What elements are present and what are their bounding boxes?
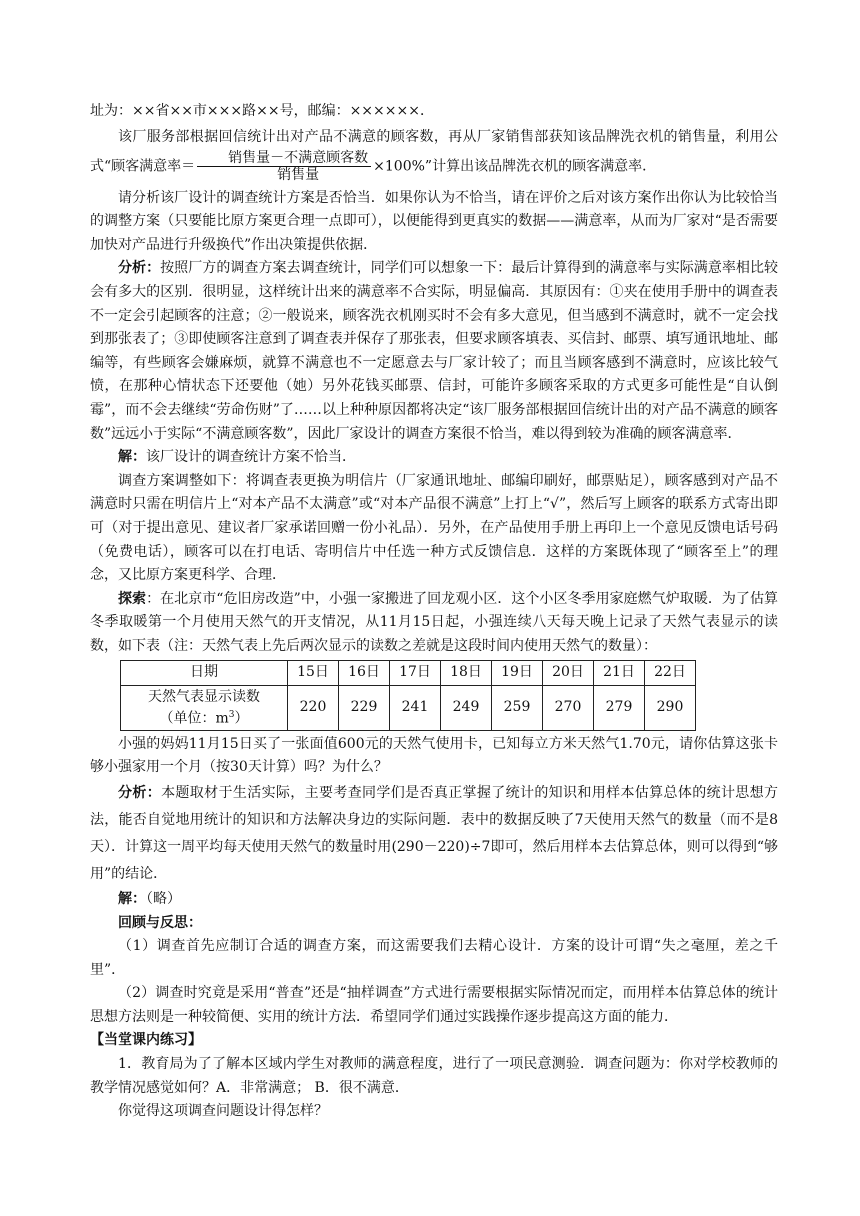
solution-text-2: （略）	[146, 890, 181, 907]
reading-header-line1: 天然气表显示读数	[148, 689, 260, 706]
reading-header-close: ）	[234, 710, 249, 727]
analysis-text-2a: 本题取材于生活实际，主要考查同学们是否真正掌握了统计的知识和用样本估算总体的统计思想方法，能否自觉地用统计的知识和方法解决身边的实际问题．表中的数据反映了7天使用天然气的数量（而不是8天）．计算这一周平均每天使用天然气的数量时用	[90, 784, 779, 855]
table-cell-date: 17日	[390, 661, 441, 686]
practice-heading: 【当堂课内练习】	[90, 1032, 202, 1049]
solution-paragraph-1	[90, 446, 778, 470]
analysis-text-2b: 即可，然后用样本去估算总体，则可以得到“够用”的结论．	[90, 838, 779, 882]
explore-text: ：在北京市“危旧房改造”中，小强一家搬进了回龙观小区．这个小区冬季用家庭燃气炉取暖．为了估算冬季取暖第一个月使用天然气的开支情况，从11月15日起，小强连续八天每天晚上记录了天然气表显示的读数，如下表（注：天然气表上先后两次显示的读数之差就是这段时间内使用天然气的数量）：	[90, 590, 779, 654]
analysis-paragraph-1	[90, 257, 778, 446]
solution-label-1: 解：	[118, 449, 146, 466]
review-item-2: （2）调查时究竟是采用“普查”还是“抽样调查”方式进行需要根据实际情况而定，而用样本估算总体的统计思想方法则是一种较简便、实用的统计方法．希望同学们通过实践操作逐步提高这方面的能力．	[90, 985, 778, 1025]
table-cell-date: 15日	[288, 661, 339, 686]
table-cell-reading: 241	[390, 686, 441, 731]
satisfaction-formula-fraction	[197, 150, 371, 183]
formula-numerator: 销售量－不满意顾客数	[197, 150, 371, 167]
analysis-formula-2: (290－220)÷7	[391, 838, 491, 855]
solution-text-1: 该厂设计的调查统计方案不恰当．	[146, 449, 356, 466]
table-header-reading	[121, 686, 288, 731]
reading-header-sup: 3	[228, 710, 235, 721]
table-cell-date: 16日	[339, 661, 390, 686]
table-row-readings	[121, 686, 696, 731]
question-paragraph: 请分析该厂设计的调查统计方案是否恰当．如果你认为不恰当，请在评价之后对该方案作出你认为比较恰当的调整方案（只要能比原方案更合理一点即可），以便能得到更真实的数据——满意率，从而为厂家对“是否需要加快对产品进行升级换代”作出决策提供依据．	[90, 189, 778, 253]
formula-denominator: 销售量	[277, 166, 320, 183]
address-line: 址为：××省××市×××路××号，邮编：××××××．	[90, 103, 434, 119]
practice-item-1: 1．教育局为了了解本区域内学生对教师的满意程度，进行了一项民意测验．调查问题为：你对学校教师的教学情况感觉如何？A．非常满意； B．很不满意．	[90, 1056, 778, 1096]
formula-equals: ＝	[181, 158, 196, 175]
solution-paragraph-2	[90, 888, 778, 912]
analysis-paragraph-2	[90, 780, 778, 888]
formula-paragraph	[90, 124, 778, 183]
table-cell-reading: 259	[492, 686, 543, 731]
analysis-label-2: 分析：	[118, 784, 162, 801]
document-page	[90, 100, 778, 1124]
table-cell-date: 20日	[543, 661, 594, 686]
table-cell-date: 19日	[492, 661, 543, 686]
reading-header-unit: （单位：m	[159, 710, 229, 727]
table-cell-date: 18日	[441, 661, 492, 686]
formula-intro: 该厂服务部根据回信统计出对产品不满意的顾客数，再从厂家销售部获知该品牌洗衣机的销售量，利用公式“顾客满意率	[90, 128, 778, 175]
table-cell-date: 21日	[594, 661, 645, 686]
explore-paragraph	[90, 588, 778, 659]
solution-label-2: 解：	[118, 890, 146, 907]
review-heading: 回顾与反思：	[118, 914, 202, 931]
table-header-date: 日期	[121, 661, 288, 686]
table-cell-reading: 220	[288, 686, 339, 731]
review-item-1: （1）调查首先应制订合适的调查方案，而这需要我们去精心设计．方案的设计可谓“失之毫厘，差之千里”．	[90, 938, 778, 978]
gas-card-question: 小强的妈妈11月15日买了一张面值600元的天然气使用卡，已知每立方米天然气1.70元，请你估算这张卡够小强家用一个月（按30天计算）吗？为什么？	[90, 735, 778, 776]
adjustment-paragraph: 调查方案调整如下：将调查表更换为明信片（厂家通讯地址、邮编印刷好，邮票贴足），顾客感到对产品不满意时只需在明信片上“对本产品不太满意”或“对本产品很不满意”上打上“√”，然后写上顾客的联系方式寄出即可（对于提出意见、建议者厂家承诺回赠一份小礼品）．另外，在产品使用手册上再印上一个意见反馈电话号码（免费电话），顾客可以在打电话、寄明信片中任选一种方式反馈信息．这样的方案既体现了“顾客至上”的理念，又比原方案更科学、合理．	[90, 472, 778, 584]
gas-reading-table	[120, 660, 696, 730]
analysis-label-1: 分析：	[118, 260, 161, 277]
analysis-text-1: 按照厂方的调查方案去调查统计，同学们可以想象一下：最后计算得到的满意率与实际满意率相比较会有多大的区别．很明显，这样统计出来的满意率不合实际，明显偏高．其原因有：①夹在使用手册中的调查表不一定会引起顾客的注意；②一般说来，顾客洗衣机刚买时不会有多大意见，但当感到不满意时，就不一定会找到那张表了；③即使顾客注意到了调查表并保存了那张表，但要求顾客填表、买信封、邮票、填写通讯地址、邮编等，有些顾客会嫌麻烦，就算不满意也不一定愿意去与厂家计较了；而且当顾客感到不满意时，应该比较气愤，在那种心情状态下还要他（她）另外花钱买邮票、信封，可能许多顾客采取的方式更多可能性是“自认倒霉”，而不会去继续“劳命伤财”了……以上种种原因都将决定“该厂服务部根据回信统计出的对产品不满意的顾客数”远远小于实际“不满意顾客数”，因此厂家设计的调查方案很不恰当，难以得到较为准确的顾客满意率．	[90, 260, 779, 442]
table-cell-reading: 279	[594, 686, 645, 731]
table-cell-date: 22日	[645, 661, 696, 686]
table-cell-reading: 270	[543, 686, 594, 731]
table-cell-reading: 290	[645, 686, 696, 731]
table-row-dates	[121, 661, 696, 686]
formula-outro: ×100%”计算出该品牌洗衣机的顾客满意率．	[373, 158, 657, 175]
table-cell-reading: 249	[441, 686, 492, 731]
explore-label: 探索	[118, 590, 147, 607]
table-cell-reading: 229	[339, 686, 390, 731]
practice-question: 你觉得这项调查问题设计得怎样？	[118, 1103, 328, 1120]
